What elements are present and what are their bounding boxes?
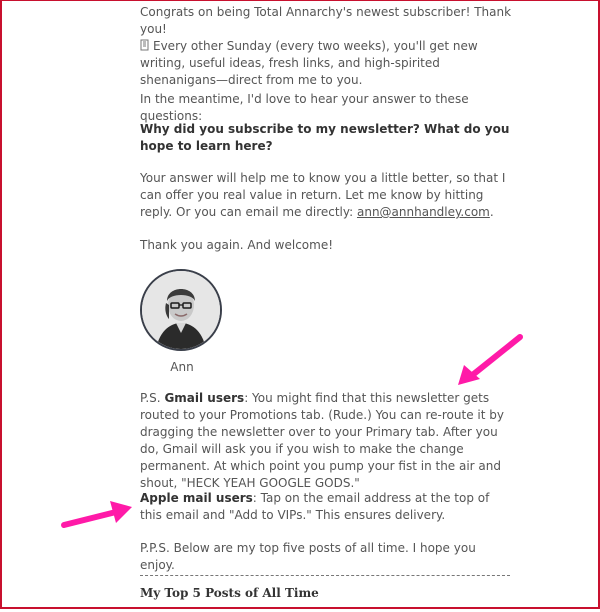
avatar	[140, 269, 222, 351]
answer-label: Your answer will help me to know you a little better, so that I can offer you real value in return. Let me know by hitting reply. Or you can email me directly:	[140, 171, 506, 219]
avatar-block	[140, 269, 224, 376]
top5-heading: My Top 5 Posts of All Time	[140, 586, 319, 600]
answer-end: .	[489, 205, 494, 219]
email-link[interactable]: ann@annhandley.com	[356, 205, 490, 219]
apple-mail-body: : Tap on the email address at the top of this email and "Add to VIPs." This ensures delivery.	[140, 491, 490, 522]
ps-gmail-body: : You might find that this newsletter gets routed to your Promotions tab. (Rude.) You can re-route it by dragging the newsletter over to your Primary tab. After you do, Gmail will ask you if you wish to make the change permanent. At which point you pump your fist in the air and shout, "HECK YEAH GOOGLE GODS."	[140, 391, 504, 490]
every-other-sunday-label: Every other Sunday (every two weeks), you'll get new writing, useful ideas, fresh links, and high-spirited shenanigans—direct from me to you.	[140, 39, 478, 87]
every-other-sunday-text	[140, 38, 512, 89]
apple-mail-bold: Apple mail users	[140, 491, 253, 505]
congrats-text: Congrats on being Total Annarchy's newest subscriber! Thank you!	[140, 5, 512, 36]
avatar-name: Ann	[170, 360, 194, 374]
meantime-text: In the meantime, I'd love to hear your answer to these questions:	[140, 92, 469, 123]
question-heading: Why did you subscribe to my newsletter? What do you hope to learn here?	[140, 122, 510, 153]
ps-prefix: P.S.	[140, 391, 165, 405]
apple-mail-text	[140, 490, 512, 524]
divider	[140, 575, 510, 576]
thanks-text: Thank you again. And welcome!	[140, 238, 334, 252]
ps-gmail-bold: Gmail users	[164, 391, 245, 405]
answer-text	[140, 170, 512, 221]
arrow-annotation-icon	[454, 331, 528, 389]
pps-text: P.P.S. Below are my top five posts of all time. I hope you enjoy.	[140, 541, 476, 572]
ps-gmail-text	[140, 390, 512, 492]
paperclip-icon	[140, 39, 149, 51]
arrow-annotation-icon	[60, 499, 136, 533]
